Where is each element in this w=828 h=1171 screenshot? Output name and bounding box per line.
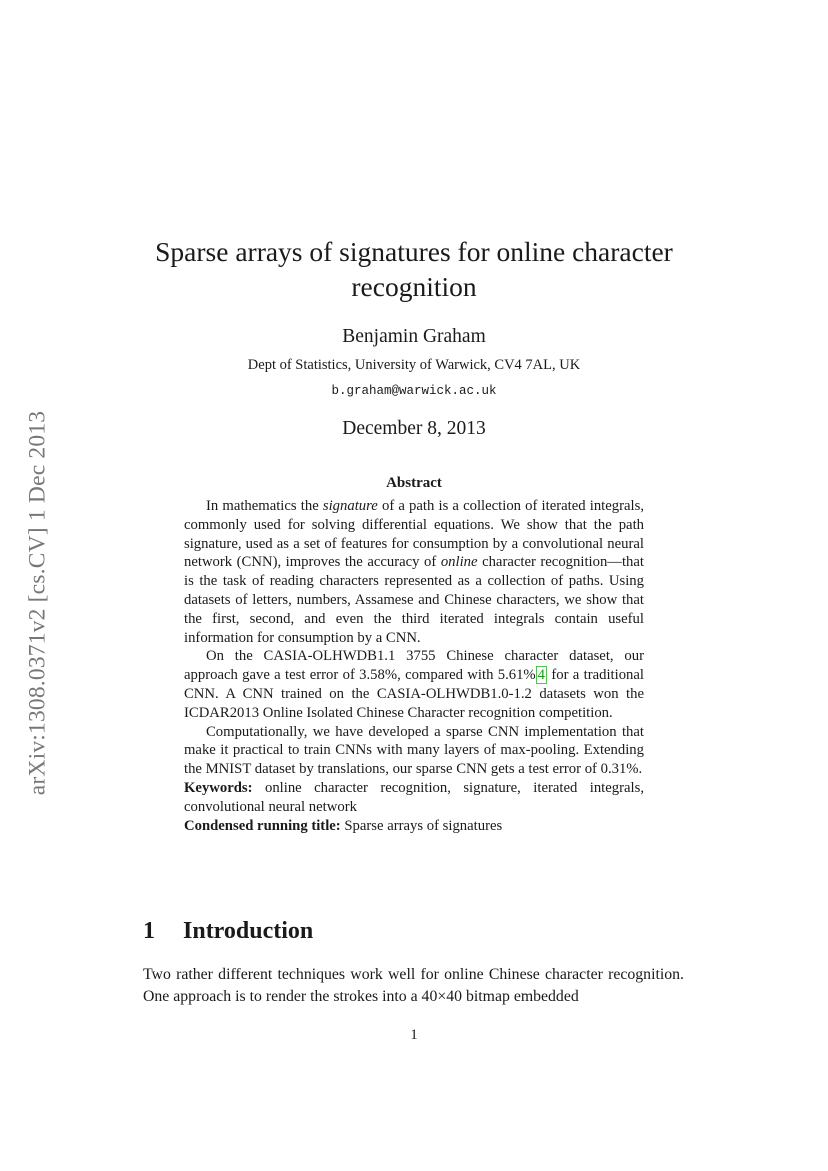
abstract-text: character recognition—that is the task of reading characters represented as a collection of paths. Using datasets of letters, numbers, Assamese and Chinese characters, we show that the first, second, and even the third iterated integrals contain useful information for consumption by a CNN. (184, 554, 645, 646)
abstract-text: of a path is a collection of iterated integrals, commonly used for solving differential equations. We show that the path signature, used as a set of features for consumption by a convolutional neural network (CNN), improves the accuracy of (184, 498, 644, 571)
abstract-paragraph (184, 497, 644, 647)
running-title-label: Condensed running title: (184, 817, 341, 834)
paper-title (100, 234, 728, 304)
abstract-text: In mathematics the (206, 498, 323, 514)
abstract-paragraph (184, 723, 644, 779)
author-email[interactable]: b.graham@warwick.ac.uk (331, 384, 497, 398)
keywords-text: online character recognition, signature, iterated integrals, convolutional neural network (184, 779, 644, 815)
keywords-line (184, 779, 644, 817)
section-title: Introduction (183, 918, 314, 944)
abstract-text: Computationally, we have developed a sparse CNN implementation that make it practical to train CNNs with many layers of max-pooling. Extending the MNIST dataset by translations, our sparse CNN gets a test error of 0.31%. (184, 723, 644, 778)
running-title-line (184, 817, 644, 836)
title-line-2: recognition (351, 271, 477, 302)
emphasis-signature: signature (322, 498, 378, 514)
abstract-paragraph (184, 647, 644, 722)
author-name: Benjamin Graham (342, 326, 486, 347)
page-number: 1 (410, 1027, 418, 1043)
running-title-text: Sparse arrays of signatures (340, 817, 503, 834)
abstract-body (184, 497, 644, 835)
title-line-1: Sparse arrays of signatures for online character (155, 236, 673, 267)
keywords-label: Keywords: (184, 779, 253, 796)
abstract-text: On the CASIA-OLHWDB1.1 3755 Chinese character dataset, our approach gave a test error of 3.58%, compared with 5.61% (184, 648, 644, 684)
abstract-text: for a traditional CNN. A CNN trained on the CASIA-OLHWDB1.0-1.2 datasets won the ICDAR2013 Online Isolated Chinese Character recognition competition. (184, 667, 644, 721)
author-affiliation: Dept of Statistics, University of Warwick, CV4 7AL, UK (247, 357, 581, 373)
section-heading (143, 918, 313, 945)
emphasis-online: online (440, 554, 478, 571)
intro-paragraph: Two rather different techniques work well for online Chinese character recognition. One approach is to render the strokes into a 40×40 bitmap embedded (143, 966, 684, 1005)
abstract-heading: Abstract (386, 475, 442, 491)
paper-date: December 8, 2013 (342, 418, 486, 439)
section-number: 1 (143, 918, 155, 944)
arxiv-stamp[interactable]: arXiv:1308.0371v2 [cs.CV] 1 Dec 2013 (24, 410, 51, 796)
citation-link[interactable]: 4 (537, 667, 546, 684)
